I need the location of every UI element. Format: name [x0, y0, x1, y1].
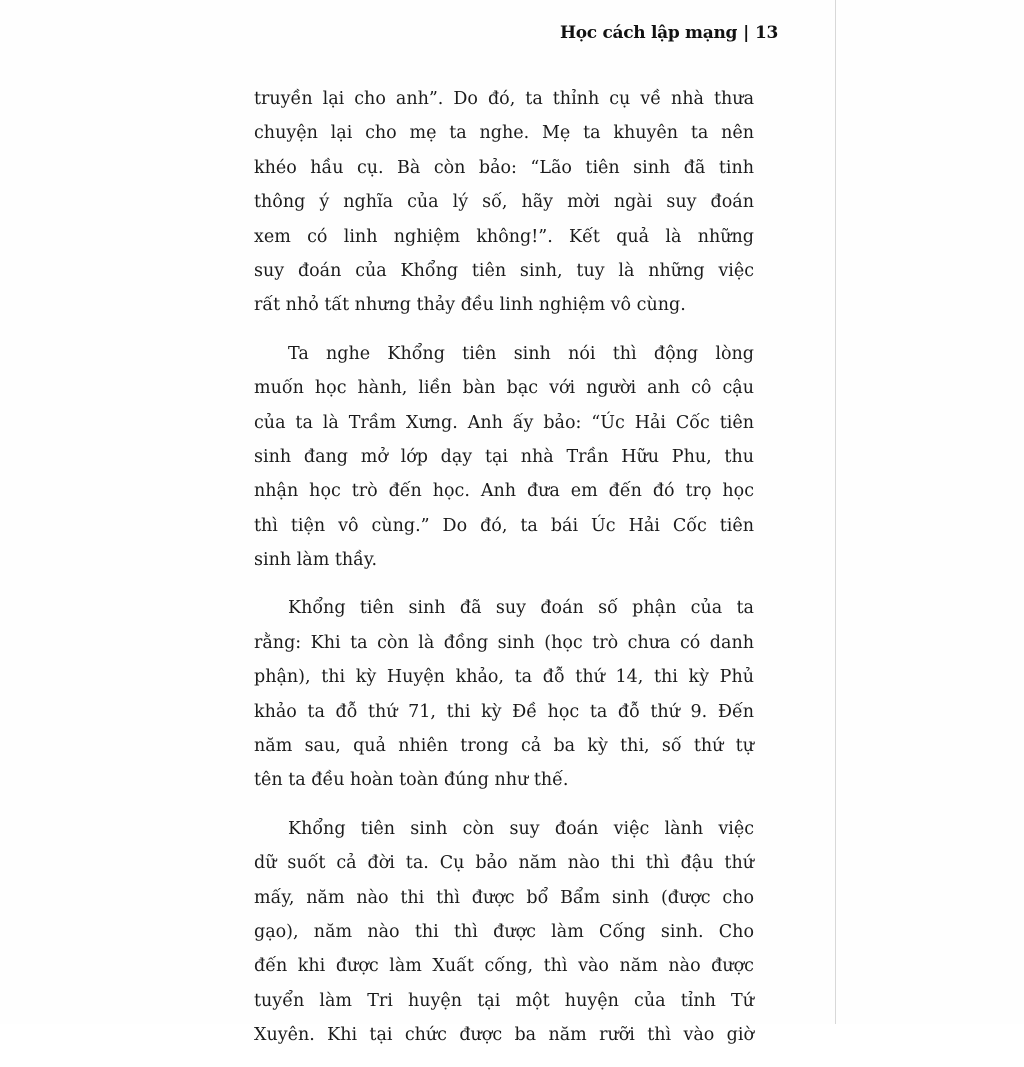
text-line: rằng: Khi ta còn là đồng sinh (học trò chưa có danh — [254, 632, 754, 653]
text-line: sinh đang mở lớp dạy tại nhà Trần Hữu Phu, thu — [254, 446, 754, 467]
text-line: năm sau, quả nhiên trong cả ba kỳ thi, số thứ tự — [254, 736, 754, 757]
paragraph-2 — [254, 337, 754, 578]
text-line: muốn học hành, liền bàn bạc với người anh cô cậu — [254, 378, 754, 399]
text-line: Xuyên. Khi tại chức được ba năm rưỡi thì vào giờ — [254, 1025, 754, 1046]
text-line: sinh làm thầy. — [254, 550, 378, 571]
text-line: mấy, năm nào thi thì được bổ Bẩm sinh (được cho — [254, 887, 754, 908]
chapter-title: Học cách lập mạng — [560, 23, 738, 43]
text-line: phận), thi kỳ Huyện khảo, ta đỗ thứ 14, thi kỳ Phủ — [254, 667, 754, 688]
text-line: rất nhỏ tất nhưng thảy đều linh nghiệm vô cùng. — [254, 295, 686, 316]
text-line: Ta nghe Khổng tiên sinh nói thì động lòng — [288, 343, 754, 364]
page-number: 13 — [755, 23, 779, 43]
text-line: tên ta đều hoàn toàn đúng như thế. — [254, 770, 569, 791]
text-line: gạo), năm nào thi thì được làm Cống sinh. Cho — [254, 921, 754, 942]
paragraph-3 — [254, 591, 754, 797]
text-line: khảo ta đỗ thứ 71, thi kỳ Đề học ta đỗ thứ 9. Đến — [254, 701, 754, 722]
text-line: chuyện lại cho mẹ ta nghe. Mẹ ta khuyên ta nên — [254, 123, 754, 144]
text-line: Khổng tiên sinh đã suy đoán số phận của ta — [288, 598, 754, 619]
running-header — [560, 16, 780, 50]
text-line: suy đoán của Khổng tiên sinh, tuy là những việc — [254, 260, 754, 281]
text-line: của ta là Trầm Xưng. Anh ấy bảo: “Úc Hải Cốc tiên — [254, 412, 754, 433]
text-line: Khổng tiên sinh còn suy đoán việc lành việc — [288, 818, 754, 839]
text-line: khéo hầu cụ. Bà còn bảo: “Lão tiên sinh đã tinh — [254, 157, 754, 178]
text-line: đến khi được làm Xuất cống, thì vào năm nào được — [254, 956, 754, 977]
text-line: thông ý nghĩa của lý số, hãy mời ngài suy đoán — [254, 192, 754, 213]
text-line: dữ suốt cả đời ta. Cụ bảo năm nào thi thì đậu thứ — [254, 853, 754, 874]
text-line: truyền lại cho anh”. Do đó, ta thỉnh cụ về nhà thưa — [254, 89, 754, 109]
text-line: thì tiện vô cùng.” Do đó, ta bái Úc Hải Cốc tiên — [254, 515, 754, 536]
text-line: nhận học trò đến học. Anh đưa em đến đó trọ học — [254, 481, 754, 502]
page-edge-divider — [835, 0, 836, 1024]
text-line: xem có linh nghiệm không!”. Kết quả là những — [254, 226, 754, 247]
paragraph-4 — [254, 812, 754, 1053]
text-line: tuyển làm Tri huyện tại một huyện của tỉnh Tứ — [254, 990, 754, 1011]
body-text — [254, 82, 754, 1067]
paragraph-1 — [254, 82, 754, 323]
header-separator: | — [743, 23, 749, 43]
